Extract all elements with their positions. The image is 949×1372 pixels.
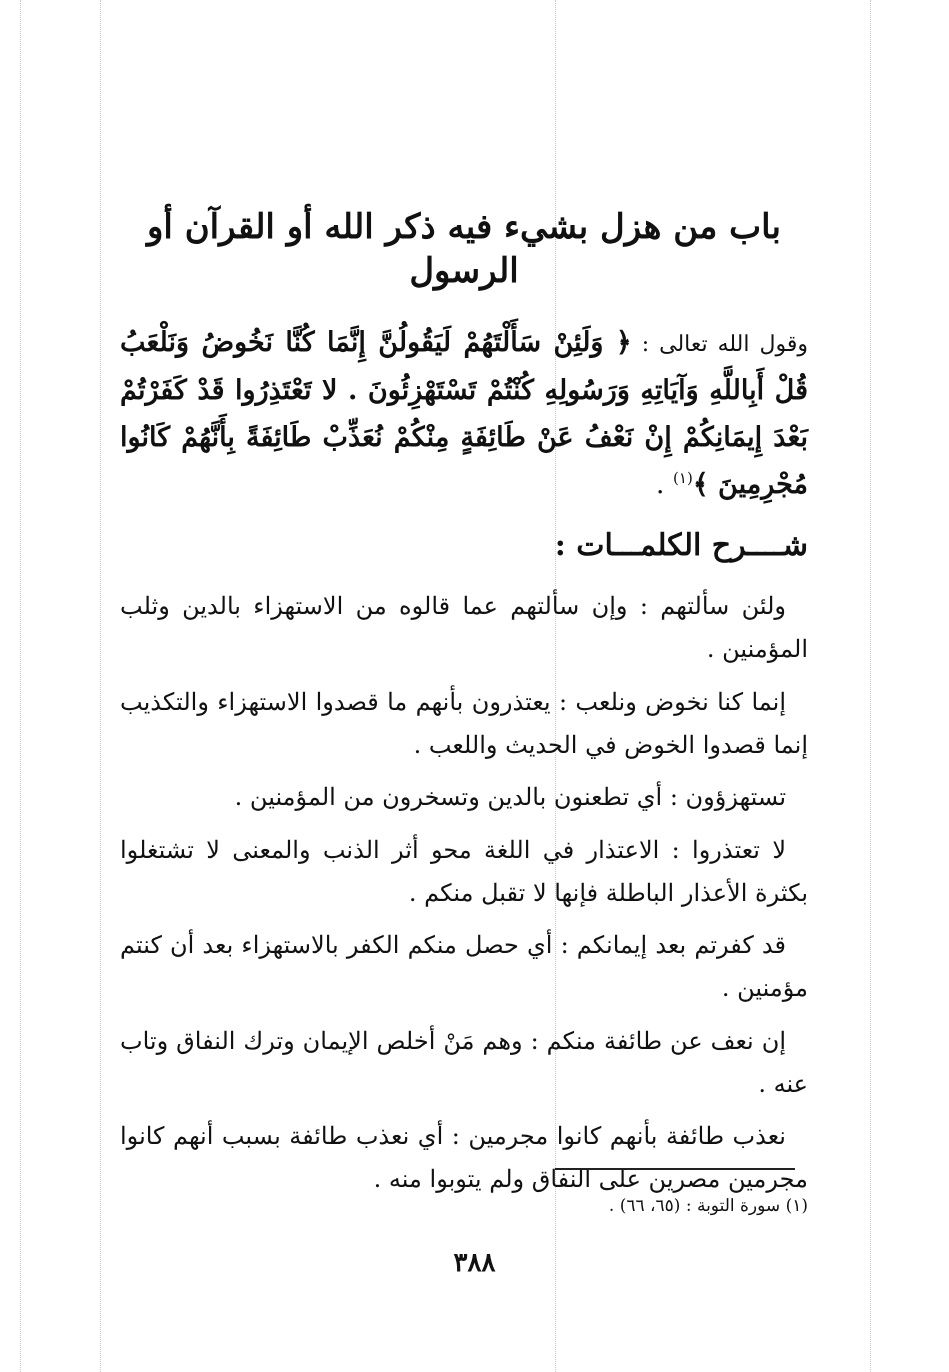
chapter-title: باب من هزل بشيء فيه ذكر الله أو القرآن أو الرسول [147, 207, 781, 292]
word-explanations-list [120, 585, 808, 1200]
explanation-entry: إنما كنا نخوض ونلعب : يعتذرون بأنهم ما قصدوا الاستهزاء والتكذيب إنما قصدوا الخوض في الحديث واللعب . [120, 687, 808, 759]
verse-text: ﴿ وَلَئِنْ سَأَلْتَهُمْ لَيَقُولُنَّ إِنَّمَا كُنَّا نَخُوضُ وَنَلْعَبُ قُلْ أَبِاللَّهِ وَآيَاتِهِ وَرَسُولِهِ كُنْتُمْ تَسْتَهْزِئُونَ . لا تَعْتَذِرُوا قَدْ كَفَرْتُمْ بَعْدَ إِيمَانِكُمْ إِنْ نَعْفُ عَنْ طَائِفَةٍ مِنْكُمْ نُعَذِّبْ طَائِفَةً بِأَنَّهُمْ كَانُوا مُجْرِمِينَ ﴾ [120, 327, 808, 501]
margin-guide-line [20, 0, 21, 1372]
explanation-entry: تستهزؤون : أي تطعنون بالدين وتسخرون من المؤمنين . [234, 783, 786, 812]
footnote-divider [555, 1168, 795, 1170]
page-body [120, 205, 808, 1211]
margin-guide-line [100, 0, 101, 1372]
explanation-entry: لا تعتذروا : الاعتذار في اللغة محو أثر الذنب والمعنى لا تشتغلوا بكثرة الأعذار الباطلة فإنها لا تقبل منكم . [120, 835, 808, 907]
explanation-entry: قد كفرتم بعد إيمانكم : أي حصل منكم الكفر بالاستهزاء بعد أن كنتم مؤمنين . [120, 931, 808, 1003]
page-number: ٣٨٨ [453, 1248, 496, 1278]
explanation-entry: إن نعف عن طائفة منكم : وهم مَنْ أخلص الإيمان وترك النفاق وتاب عنه . [120, 1026, 808, 1098]
explanation-entry: نعذب طائفة بأنهم كانوا مجرمين : أي نعذب طائفة بسبب أنهم كانوا مجرمين مصرين على النفاق ولم يتوبوا منه . [120, 1122, 808, 1193]
quran-verse-block [120, 319, 808, 508]
margin-guide-line [870, 0, 871, 1372]
verse-end-punctuation: . [655, 469, 674, 501]
explanation-entry: ولئن سألتهم : وإن سألتهم عما قالوه من الاستهزاء بالدين وثلب المؤمنين . [120, 592, 808, 664]
verse-intro: وقول الله تعالى : [631, 332, 808, 358]
footnote-reference[interactable]: (١) [673, 469, 693, 488]
section-heading: شــــرح الكلمـــات : [554, 528, 808, 564]
footnote: (١) سورة التوبة : (٦٥، ٦٦) . [608, 1196, 808, 1216]
